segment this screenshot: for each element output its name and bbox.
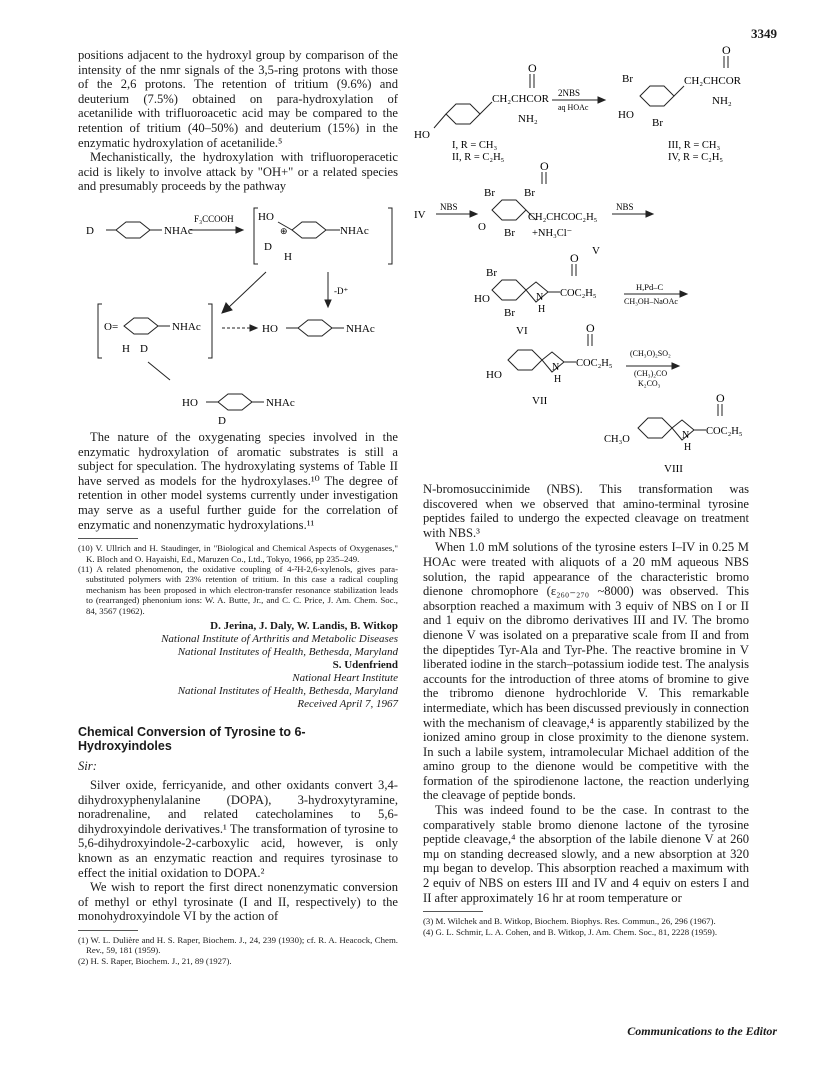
reagent-label: K₂CO₃ <box>638 379 661 388</box>
compound-label: V <box>592 245 600 257</box>
reagent-label: NBS <box>616 202 634 212</box>
compound-label: II, R = C₂H₅ <box>452 152 505 163</box>
atom-label: NHAc <box>172 320 201 333</box>
chem-label: HO <box>486 369 502 381</box>
chem-label: O <box>478 221 486 233</box>
chem-label: CH₃O <box>604 434 630 445</box>
footnote: (10) V. Ullrich and H. Staudinger, in "Biological and Chemical Aspects of Oxygenases," K. Bloch and O. Hayaishi, Ed., Maruzen Co., Ltd., Tokyo, 1966, pp 235–249. <box>78 543 398 564</box>
chem-label: HO <box>618 109 634 121</box>
article-title: Chemical Conversion of Tyrosine to 6-Hydroxyindoles <box>78 724 306 753</box>
chem-label: NH₂ <box>518 113 538 125</box>
elimination-label: -D⁺ <box>334 285 349 296</box>
reagent-label: NBS <box>440 202 458 212</box>
salutation: Sir: <box>78 758 97 773</box>
atom-label: NHAc <box>164 224 193 237</box>
reagent-label: (CH₃O)₂SO₂ <box>630 349 671 358</box>
reagent-label: H,Pd–C <box>636 282 664 292</box>
chem-label: Br <box>622 73 633 85</box>
atom-label: O <box>528 61 537 75</box>
atom-label: D <box>140 342 148 355</box>
atom-label: NHAc <box>346 322 375 335</box>
reagent-label: F₃CCOOH <box>194 213 234 224</box>
paragraph: We wish to report the first direct nonenzymatic conversion of methyl or ethyl tyrosinate (I and II, respectively) to the monohydroxyindole VI by the action of <box>78 880 398 924</box>
author-list: S. Udenfriend <box>332 658 398 671</box>
chem-label: H <box>554 374 562 385</box>
atom-label: O <box>716 391 725 405</box>
footnote: (2) H. S. Raper, Biochem. J., 21, 89 (1927). <box>78 955 232 966</box>
reagent-label: aq HOAc <box>558 103 589 112</box>
atom-label: HO <box>182 396 198 409</box>
atom-label: NHAc <box>340 224 369 237</box>
atom-label: O <box>570 251 579 265</box>
chem-label: CH₂CHCOR <box>492 93 550 105</box>
hydroxylation-scheme <box>78 200 398 386</box>
tyrosine-indole-scheme <box>412 44 752 476</box>
compound-label: VIII <box>664 463 683 475</box>
paragraph: Silver oxide, ferricyanide, and other oxidants convert 3,4-dihydroxyphenylalanine (DOPA), 3-hydroxytyramine, noradrenaline, and related catecholamines to 5,6-dihydroxyindole derivatives.¹ The transformation of tyrosine to 5,6-dihydroxyindole-2-carboxylic acid, however, is only known as an enzymatic reaction and requires tyrosinase to effect the initial oxidation to DOPA.² <box>78 777 398 880</box>
chem-label: N <box>536 292 544 303</box>
chem-label: CH₂CHCOR <box>684 75 742 87</box>
compound-label: IV, R = C₂H₅ <box>668 152 724 163</box>
affiliation: National Institute of Arthritis and Metabolic Diseases <box>161 632 398 645</box>
chem-label: COC₂H₅ <box>560 288 597 299</box>
footnote-rule <box>78 930 138 931</box>
atom-label: H <box>122 342 130 355</box>
reagent-label: 2NBS <box>558 88 581 98</box>
chem-label: Br <box>652 117 663 129</box>
atom-label: O <box>540 159 549 173</box>
atom-label: O <box>722 44 731 57</box>
chem-label: H <box>538 304 546 315</box>
received-date: Received April 7, 1967 <box>297 697 398 710</box>
chem-label: N <box>552 362 560 373</box>
paragraph: The nature of the oxygenating species involved in the enzymatic hydroxylation of aromatic substrates is still a subject for speculation. The hydroxylating systems of Table II have served as models for the hydroxylases.¹⁰ The degree of retention in other model systems currently under investigation may serve as a useful further guide for the correlation of enzymatic and nonenzymatic hydroxylations.¹¹ <box>78 429 398 532</box>
chem-label: COC₂H₅ <box>706 426 743 437</box>
atom-label: ⊕ <box>280 225 288 236</box>
paragraph: N-bromosuccinimide (NBS). This transformation was discovered when we observed that amino-terminal tyrosine peptides failed to undergo the expected cleavage on treatment with NBS.³ <box>423 482 749 540</box>
footnote: (1) W. L. Dulière and H. S. Raper, Biochem. J., 24, 239 (1930); cf. R. A. Heacock, Chem. Rev., 59, 181 (1959). <box>78 934 398 956</box>
reagent-label: CH₃OH–NaOAc <box>624 297 678 306</box>
chem-label: Br <box>504 227 515 239</box>
atom-label: H <box>284 250 292 263</box>
running-footer: Communications to the Editor <box>627 1024 777 1038</box>
atom-label: O= <box>104 320 119 333</box>
affiliation: National Institutes of Health, Bethesda, Maryland <box>177 684 398 697</box>
atom-label: HO <box>258 210 274 223</box>
compound-label: III, R = CH₃ <box>668 140 721 151</box>
chem-label: HO <box>474 293 490 305</box>
right-column <box>423 482 749 937</box>
atom-label: NHAc <box>266 396 295 409</box>
left-column <box>78 48 398 966</box>
footnote-rule <box>423 911 483 912</box>
compound-label: I, R = CH₃ <box>452 140 498 151</box>
chem-label: HO <box>414 129 430 141</box>
atom-label: D <box>86 224 94 237</box>
author-list: D. Jerina, J. Daly, W. Landis, B. Witkop <box>210 619 398 632</box>
compound-label: VI <box>516 325 528 337</box>
atom-label: O <box>586 321 595 335</box>
paragraph: When 1.0 mM solutions of the tyrosine esters I–IV in 0.25 M HOAc were treated with aliquots of a 20 mM aqueous NBS solution, the rapid appearance of the characteristic bromo dienone chromophore (ε₂₆₀₋₂₇₀ ~8000) was observed. This absorption reached a maximum with 3 equiv of NBS on I or II and 1 equiv on the dibromo derivatives III and IV. The bromo dienone V was isolated on a preparative scale from II and from the dipeptides Tyr-Ala and Tyr-Phe. The reactive bromine in V liberated iodine in the starch–potassium iodide test. The analysis accounts for the introduction of three atoms of bromine to give the tribromo dienone hydrochloride V. This remarkable intermediate, which has been discussed previously in connection with the mechanism of cleavage,⁴ is apparently stabilized by the ionized amino group in close proximity to the dienone system. In such a labile system, intramolecular Michael addition of the amino group to the dienone would be competitive with the formation of the spirodienone lactone, the reaction underlying the cleavage of peptide bonds. <box>423 540 749 803</box>
chem-label: NH₂ <box>712 95 732 107</box>
reagent-label: (CH₃)₂CO <box>634 369 668 378</box>
footnote: (3) M. Wilchek and B. Witkop, Biochem. Biophys. Res. Commun., 26, 296 (1967). <box>423 916 716 927</box>
footnote-rule <box>78 538 138 539</box>
chem-label: COC₂H₅ <box>576 358 613 369</box>
atom-label: D <box>264 240 272 253</box>
compound-label: IV <box>414 209 426 221</box>
atom-label: HO <box>262 322 278 335</box>
chem-label: Br <box>504 307 515 319</box>
paragraph: Mechanistically, the hydroxylation with trifluoroperacetic acid is likely to involve attack by "OH+" or a related species and presumably proceeds by the pathway <box>78 150 398 194</box>
chem-label: N <box>682 430 690 441</box>
chem-label: CH₂CHCOC₂H₅ <box>528 212 598 223</box>
hydroxylation-scheme-product <box>78 388 398 428</box>
affiliation: National Heart Institute <box>292 671 398 684</box>
chem-label: Br <box>486 267 497 279</box>
page-number: 3349 <box>751 26 777 41</box>
paragraph: positions adjacent to the hydroxyl group by comparison of the intensity of the nmr signals of the 3,5-ring protons with those of the 2,6 protons. The retention of tritium (9.6%) and deuterium (7.5%) obtained on para-hydroxylation of acetanilide with trifluoroacetic acid may be compared to the retention of tritium (40–50%) and deuterium (15%) in the enzymatic hydroxylation of acetanilide.⁵ <box>78 48 398 150</box>
paragraph: This was indeed found to be the case. In contrast to the comparatively stable bromo dienone lactone of the tyrosine peptide cleavage,⁴ the absorption of the labile dienone V at 260 mμ on standing decreased slowly, and a new absorption at 320 mμ began to develop. This absorption reached a maximum with 2 equiv of NBS on esters III and IV and 4 equiv on esters I and II after approximately 16 hr at room temperature or <box>423 803 749 905</box>
chem-label: H <box>684 442 692 453</box>
chem-label: +NH₃Cl⁻ <box>532 228 573 239</box>
chem-label: Br <box>484 187 495 199</box>
atom-label: D <box>218 414 226 427</box>
compound-label: VII <box>532 395 548 407</box>
footnote: (4) G. L. Schmir, L. A. Cohen, and B. Witkop, J. Am. Chem. Soc., 81, 2228 (1959). <box>423 926 718 937</box>
chem-label: Br <box>524 187 535 199</box>
affiliation: National Institutes of Health, Bethesda, Maryland <box>177 645 398 658</box>
footnote: (11) A related phenomenon, the oxidative coupling of 4-²H-2,6-xylenols, gives para-substituted polymers with 23% retention of tritium. In this case a radical coupling mechanism has been proposed in which electron-transfer resonance stabilization leads to (rearranged) phenonium ions: W. A. Butte, Jr., and C. C. Price, J. Am. Chem. Soc., 84, 3567 (1962). <box>78 563 398 616</box>
